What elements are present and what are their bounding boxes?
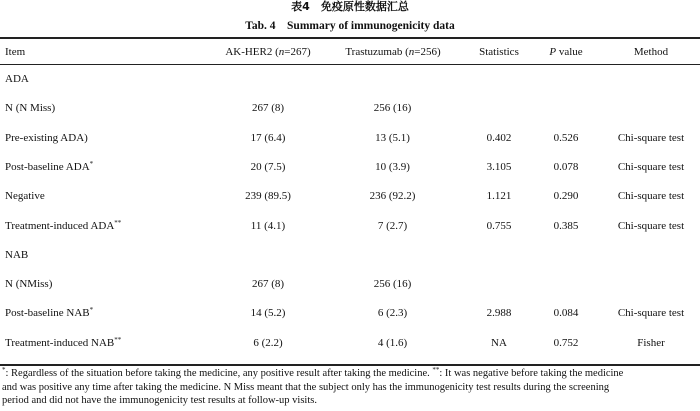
row-item: ADA (5, 73, 29, 85)
row-ak-her2-value: 267 (8) (251, 278, 285, 291)
row-ak-her2-value: 6 (2.2) (253, 336, 283, 349)
row-p-value: 0.752 (553, 336, 579, 349)
bottom-rule (0, 364, 700, 366)
row-trastuzumab-value: 7 (2.7) (377, 219, 408, 232)
row-ak-her2-value: 239 (89.5) (245, 190, 291, 203)
row-p-value: 0.385 (553, 219, 579, 232)
row-trastuzumab-value: 6 (2.3) (377, 307, 408, 320)
row-trastuzumab-value: 4 (1.6) (377, 336, 408, 349)
header-item: Item (5, 46, 26, 58)
footnote-line: and was positive any time after taking the medicine. N Miss meant that the subject only has the immunogenicity test results during the screening (2, 381, 610, 393)
row-item: N (N Miss) (5, 102, 56, 115)
footnote-line: period and did not have the immunogenicity test results at follow-up visits. (2, 395, 317, 406)
table-row (0, 127, 700, 149)
table-row (0, 302, 700, 324)
row-statistics-value: 1.121 (486, 190, 512, 203)
table-row (0, 244, 700, 266)
row-method: Chi-square test (617, 307, 685, 320)
row-ak-her2-value: 14 (5.2) (250, 307, 286, 320)
top-rule (0, 37, 700, 39)
table-row (0, 156, 700, 178)
header-statistics: Statistics (479, 46, 519, 58)
row-ak-her2-value: 11 (4.1) (250, 219, 286, 232)
row-trastuzumab-value: 256 (16) (373, 102, 412, 115)
row-method: Chi-square test (617, 219, 685, 232)
row-statistics-value: 0.755 (486, 219, 512, 232)
row-trastuzumab-value: 10 (3.9) (375, 160, 410, 173)
row-method: Chi-square test (617, 131, 685, 144)
row-trastuzumab-value: 256 (16) (373, 278, 412, 291)
row-ak-her2-value: 267 (8) (251, 102, 285, 115)
footnote-marker: * (89, 306, 94, 315)
row-trastuzumab-value: 236 (92.2) (369, 190, 416, 203)
table-header-row (0, 41, 700, 63)
row-item: Post-baseline NAB* (5, 306, 94, 320)
row-item: Negative (5, 190, 45, 203)
table-row (0, 215, 700, 237)
row-item: Treatment-induced NAB** (5, 335, 122, 349)
row-p-value: 0.290 (553, 190, 579, 203)
row-item: N (NMiss) (5, 278, 53, 291)
row-trastuzumab-value: 13 (5.1) (375, 131, 410, 144)
row-method: Chi-square test (617, 160, 685, 173)
header-rule (0, 64, 700, 65)
table-row (0, 185, 700, 207)
table-footnote (2, 367, 698, 408)
row-statistics-value: NA (491, 336, 507, 349)
header-ak-her2: AK-HER2 (n=267) (225, 46, 311, 58)
header-p-value: P value (549, 46, 583, 58)
row-method: Chi-square test (617, 190, 685, 203)
table-title-chinese: 表4 免疫原性数据汇总 (291, 0, 409, 13)
table-row (0, 97, 700, 119)
table-row (0, 68, 700, 90)
table-title-english: Tab. 4 Summary of immunogenicity data (245, 20, 455, 32)
row-item: Post-baseline ADA* (5, 159, 94, 173)
table-row (0, 332, 700, 354)
row-statistics-value: 2.988 (486, 307, 512, 320)
row-ak-her2-value: 20 (7.5) (250, 160, 286, 173)
footnote-marker: ** (114, 335, 122, 344)
row-p-value: 0.526 (553, 131, 579, 144)
header-method: Method (633, 46, 669, 58)
row-ak-her2-value: 17 (6.4) (250, 131, 286, 144)
row-statistics-value: 3.105 (486, 160, 512, 173)
footnote-marker: * (89, 159, 94, 168)
row-item: NAB (5, 248, 29, 261)
row-p-value: 0.078 (553, 160, 579, 173)
row-method: Fisher (637, 336, 665, 349)
footnote-marker: ** (114, 218, 122, 227)
row-item: Pre-existing ADA) (5, 131, 88, 144)
table-row (0, 273, 700, 295)
row-statistics-value: 0.402 (486, 131, 512, 144)
row-p-value: 0.084 (553, 307, 579, 320)
row-item: Treatment-induced ADA** (5, 218, 122, 232)
footnote-line: *: Regardless of the situation before taking the medicine, any positive result after taking the medicine. **: It was negative before taking the medicine (2, 366, 624, 379)
header-trastuzumab: Trastuzumab (n=256) (345, 46, 441, 58)
